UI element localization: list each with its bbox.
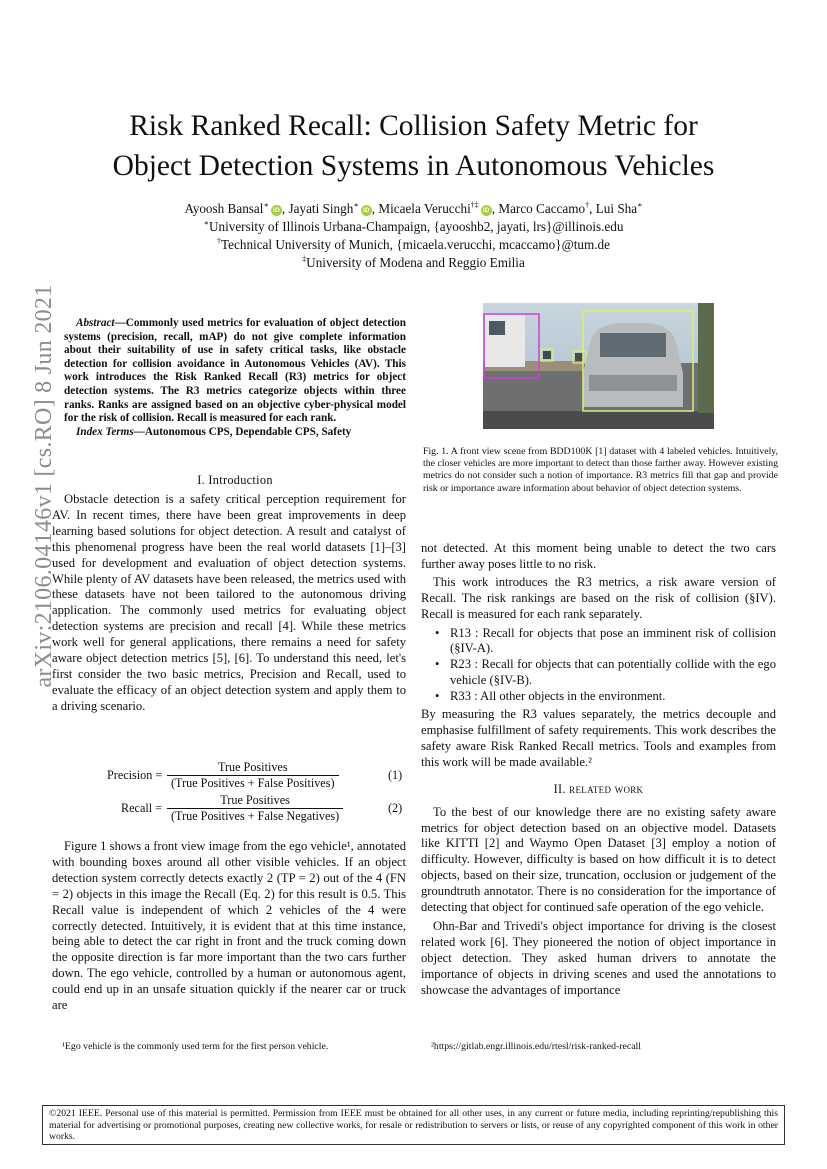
orcid-icon[interactable]: iD [481, 205, 492, 216]
precision-denominator: (True Positives + False Positives) [171, 776, 335, 790]
abstract-text: Abstract—Commonly used metrics for evaluation of object detection systems (precision, recall, mAP) do not give complete information about their suitability of use in safety critical tasks, like obstacle detection for collision avoidance in Autonomous Vehicles (AV). This work introduces the Risk Ranked Recall (R3) metrics for object detection systems. The R3 metrics categorize objects within three ranks. Ranks are assigned based on an objective cyber-physical model for the risk of collision. Recall is measured for each rank. [64, 317, 406, 425]
related-work-paragraph-1: To the best of our knowledge there are no existing safety aware metrics for object detection based on an objective model. Datasets like KITTI [2] and Waymo Open Dataset [3] employ a notion of difficulty. However, difficulty is based on how difficult it is to detect objects, based on their size, truncation, occlusion or judgement of the groundtruth annotator. There is no consideration for the importance of detecting that object for continued safe operation of the ego vehicle. [421, 804, 776, 915]
author-mark: † [585, 200, 590, 210]
precision-numerator: True Positives [167, 760, 339, 776]
front-car-bumper [589, 375, 677, 391]
tree [698, 303, 714, 413]
author-mark: ∗ [637, 200, 643, 210]
rank-item-1: • R13 : Recall for objects that pose an imminent risk of collision (§IV-A). [421, 626, 776, 658]
recall-lhs: Recall = [121, 801, 163, 815]
author-mark: ∗ [263, 200, 269, 210]
author-name: Jayati Singh [288, 201, 354, 216]
arxiv-stamp: arXiv:2106.04146v1 [cs.RO] 8 Jun 2021 [31, 284, 57, 688]
road-scene-illustration [483, 303, 714, 429]
measuring-paragraph: By measuring the R3 values separately, the metrics decouple and emphasise fulfillment of safety requirements. This work describes the safety aware Risk Ranked Recall metrics. Tools and examples from this work will be made available.² [421, 707, 776, 769]
abstract-label: Abstract [76, 317, 115, 329]
right-column [421, 541, 776, 998]
recall-numerator: True Positives [167, 793, 343, 809]
section-heading-related-work: II. related work [553, 781, 644, 796]
r3-intro-paragraph: This work introduces the R3 metrics, a risk aware version of Recall. The risk rankings are based on the risk of collision (§IV). Recall is measured for each rank separately. [421, 574, 776, 621]
title-line-2: Object Detection Systems in Autonomous Vehicles [112, 150, 715, 182]
index-terms: Index Terms—Autonomous CPS, Dependable CPS, Safety [76, 425, 352, 438]
footnote-2: ²https://gitlab.engr.illinois.edu/rtesl/risk-ranked-recall [431, 1041, 641, 1052]
author-mark: ∗ [353, 200, 359, 210]
intro-paragraph-2: Figure 1 shows a front view image from the ego vehicle¹, annotated with bounding boxes around all other visible vehicles. If an object detection system correctly detects exactly 2 (TP = 2) out of the 4 (FN = 2) objects in this image the Recall (Eq. 2) for this result is 0.5. This Recall value is independent of which 2 vehicles of the 4 were correctly detected. Intuitively, it is evident that at this time instance, being able to detect the car right in front and the truck coming down the opposite direction is far more important than the two cars further down. The ego vehicle, controlled by a human or autonomous agent, could end up in an unsafe situation quickly if the nearer car or truck are [52, 839, 406, 1013]
footnote-1: ¹Ego vehicle is the commonly used term for the first person vehicle. [62, 1041, 329, 1052]
section-heading-introduction: I. Introduction [197, 473, 273, 487]
author-name: Lui Sha [595, 201, 638, 216]
far-car-1 [543, 351, 551, 359]
rank-item-2: • R23 : Recall for objects that can potentially collide with the ego vehicle (§IV-B). [421, 657, 776, 689]
author-name: Marco Caccamo [498, 201, 586, 216]
orcid-icon[interactable]: iD [271, 205, 282, 216]
far-car-2 [575, 353, 583, 361]
title-line-1: Risk Ranked Recall: Collision Safety Metric for [129, 110, 698, 142]
continuation-paragraph: not detected. At this moment being unable to detect the two cars further away poses little to no risk. [421, 541, 776, 571]
intro-paragraph-1: Obstacle detection is a safety critical perception requirement for AV. In recent times, there have been great improvements in deep learning based solutions for object detection. A result and catalyst of this phenomenal progress have been the real world datasets [1]–[3] used for development and evaluation of object detection systems. While plenty of AV datasets have been released, the metrics used with these datasets have not been tailored to the autonomous driving application. The commonly used metrics for evaluating object detection systems are precision and recall [4]. While these metrics work well for general applications, there remains a need for safety aware object detection metrics [5], [6]. To understand this need, let's first consider the two basic metrics, Precision and Recall, used to evaluate the efficacy of an object detection system and apply them to a driving scenario. [52, 492, 406, 713]
affiliation-2: †Technical University of Munich, {micaela.verucchi, mcaccamo}@tum.de [217, 236, 610, 252]
paper-title [40, 106, 787, 186]
index-terms-label: Index Terms [76, 425, 134, 438]
author-name: Ayoosh Bansal [184, 201, 264, 216]
affiliation-1: ∗University of Illinois Urbana-Champaign, {ayooshb2, jayati, lrs}@illinois.edu [203, 218, 624, 234]
author-mark: †‡ [470, 200, 479, 210]
equation-number-1: (1) [388, 768, 403, 782]
front-car-window [600, 333, 666, 357]
recall-fraction [167, 793, 343, 824]
author-block [40, 200, 787, 272]
abstract [64, 317, 406, 439]
rank-list [421, 626, 776, 706]
figure-1-image [483, 303, 714, 429]
orcid-icon[interactable]: iD [361, 205, 372, 216]
copyright-notice: ©2021 IEEE. Personal use of this material is permitted. Permission from IEEE must be obtained for all other uses, in any current or future media, including reprinting/republishing this material for advertising or promotional purposes, creating new collective works, for resale or redistribution to servers or lists, or reuse of any copyrighted component of this work in other works. [42, 1105, 785, 1145]
author-name: Micaela Verucchi [378, 201, 471, 216]
precision-fraction [167, 760, 339, 791]
truck-window [489, 321, 505, 335]
figure-1-caption: Fig. 1. A front view scene from BDD100K [1] dataset with 4 labeled vehicles. Intuitively, the closer vehicles are more important to detect than those farther away. However existing metrics do not consider such a notion of importance. R3 metrics fill that gap and provide risk or importance aware information about behavior of object detection systems. [423, 446, 778, 494]
precision-lhs: Precision = [107, 768, 163, 782]
affiliation-3: ‡University of Modena and Reggio Emilia [302, 254, 525, 270]
rank-item-3: • R33 : All other objects in the environment. [421, 689, 776, 705]
equation-number-2: (2) [388, 801, 403, 815]
dashboard [483, 411, 714, 429]
author-names: Ayoosh Bansal∗iD , Jayati Singh∗iD , Micaela Verucchi†‡iD , Marco Caccamo†, Lui Sha∗ [184, 200, 643, 216]
recall-denominator: (True Positives + False Negatives) [171, 809, 340, 823]
related-work-paragraph-2: Ohn-Bar and Trivedi's object importance for driving is the closest related work [6]. They pioneered the notion of object importance in object detection. They asked human drivers to annotate the importance of objects in driving scenes and used the annotations to showcase the advantages of importance [421, 918, 776, 997]
